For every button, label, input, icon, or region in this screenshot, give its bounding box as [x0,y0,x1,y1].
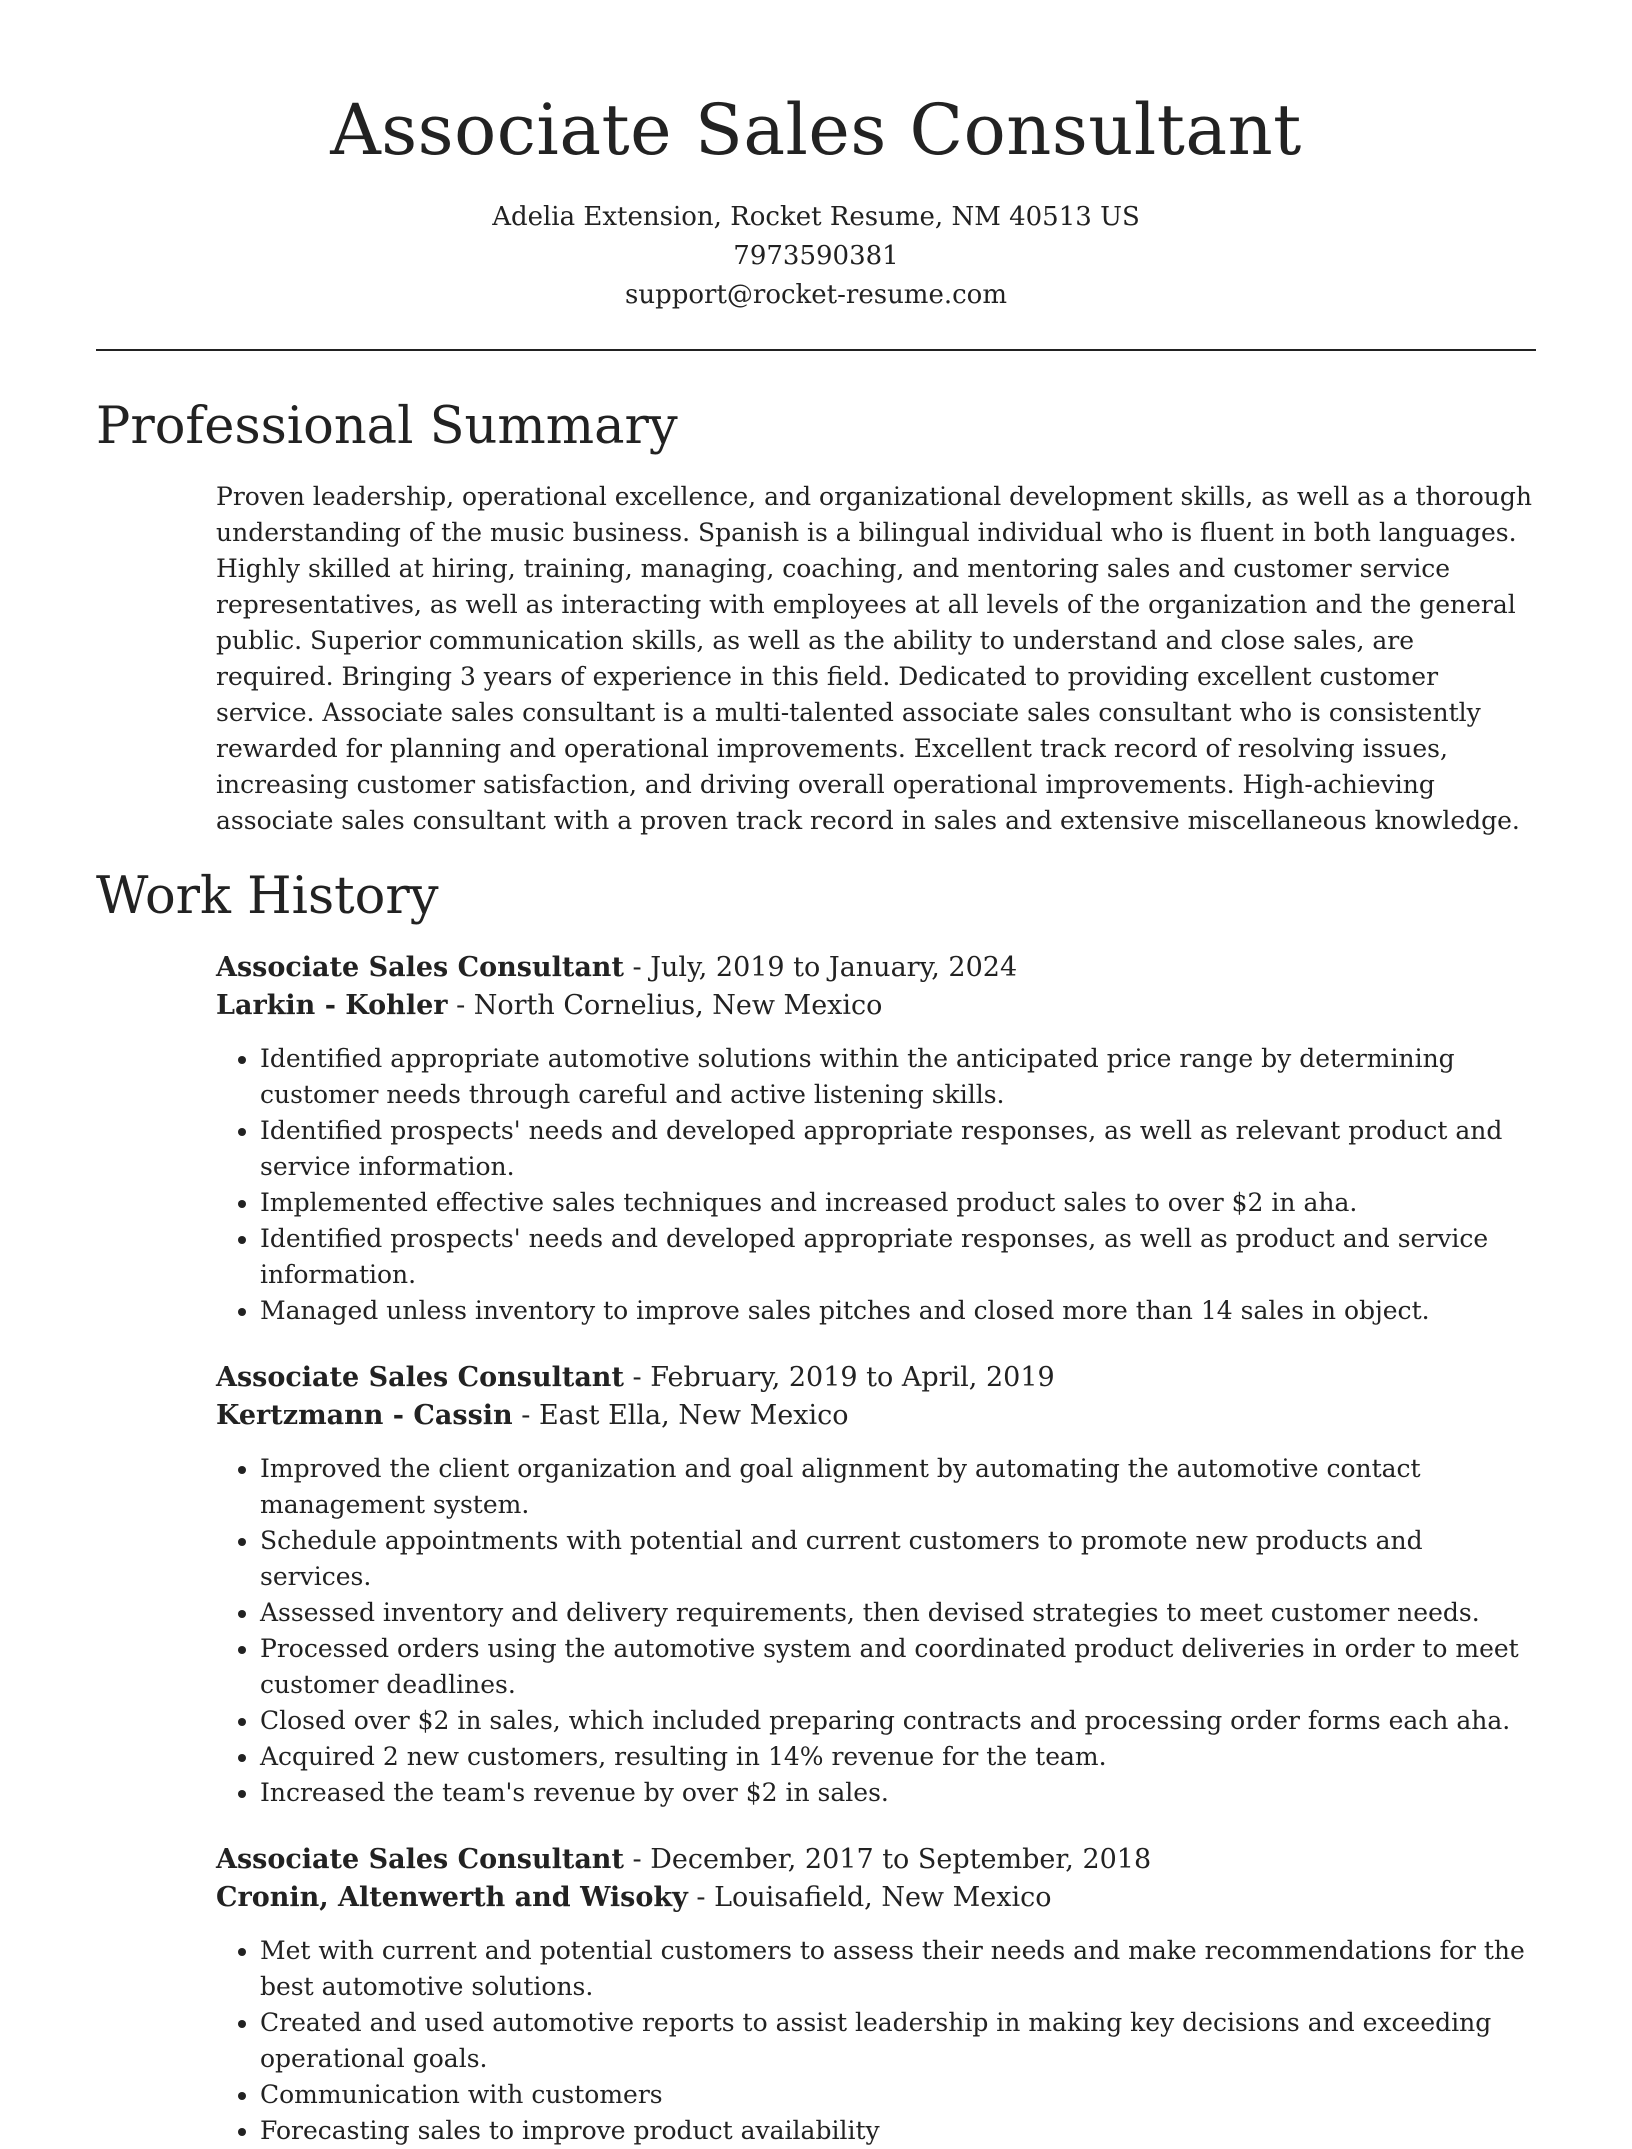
summary-heading: Professional Summary [96,397,678,456]
job-dates: - December, 2017 to September, 2018 [623,1844,1152,1875]
job-company-line [216,987,1536,1025]
header-divider [96,349,1536,351]
work-history-heading: Work History [96,867,439,926]
job-title: Associate Sales Consultant [216,1362,624,1393]
job-bullet: • Schedule appointments with potential and current customers to promote new products and services. [260,1523,1536,1595]
job-bullet: • Managed unless inventory to improve sales pitches and closed more than 14 sales in object. [260,1293,1536,1329]
contact-phone: 7973590381 [733,241,899,271]
summary-text: Proven leadership, operational excellence, and organizational development skills, as well as a thorough understanding of the music business. Spanish is a bilingual individual who is fluent in both languages. Highly skilled at hiring, training, managing, coaching, and mentoring sales and customer service representatives, as well as interacting with employees at all levels of the organization and the general public. Superior communication skills, as well as the ability to understand and close sales, are required. Bringing 3 years of experience in this field. Dedicated to providing excellent customer service. Associate sales consultant is a multi-talented associate sales consultant who is consistently rewarded for planning and operational improvements. Excellent track record of resolving issues, increasing customer satisfaction, and driving overall operational improvements. High-achieving associate sales consultant with a proven track record in sales and extensive miscellaneous knowledge. [216,482,1532,835]
job-bullet: • Forecasting sales to improve product availability [260,2113,1536,2149]
job-bullet: • Implemented effective sales techniques and increased product sales to over $2 in aha. [260,1185,1536,1221]
job-location: - Louisafield, New Mexico [687,1882,1052,1913]
job-entry [216,1841,1536,2149]
job-bullet: • Communication with customers [260,2077,1536,2113]
job-entry [216,1359,1536,1811]
job-company-line [216,1397,1536,1435]
job-bullet: • Identified prospects' needs and developed appropriate responses, as well as product and service information. [260,1221,1536,1293]
job-entry [216,949,1536,1329]
job-title-line [216,949,1536,987]
resume-title: Associate Sales Consultant [330,89,1302,171]
job-title-line [216,1359,1536,1397]
job-bullets [216,1041,1536,1329]
job-bullets [216,1933,1536,2149]
job-dates: - July, 2019 to January, 2024 [623,952,1018,983]
job-bullet: • Processed orders using the automotive system and coordinated product deliveries in order to meet customer deadlines. [260,1631,1536,1703]
job-bullet: • Created and used automotive reports to assist leadership in making key decisions and exceeding operational goals. [260,2005,1536,2077]
job-dates: - February, 2019 to April, 2019 [623,1362,1055,1393]
job-company: Cronin, Altenwerth and Wisoky [216,1882,688,1913]
job-company-line [216,1879,1536,1917]
job-location: - North Cornelius, New Mexico [447,990,883,1021]
resume-header [96,0,1536,315]
job-bullet: • Improved the client organization and goal alignment by automating the automotive contact management system. [260,1451,1536,1523]
job-bullet: • Met with current and potential customers to assess their needs and make recommendations for the best automotive solutions. [260,1933,1536,2005]
job-bullet: • Acquired 2 new customers, resulting in 14% revenue for the team. [260,1739,1536,1775]
job-bullet: • Identified appropriate automotive solutions within the anticipated price range by determining customer needs through careful and active listening skills. [260,1041,1536,1113]
job-bullet: • Closed over $2 in sales, which included preparing contracts and processing order forms each aha. [260,1703,1536,1739]
job-bullet: • Increased the team's revenue by over $2 in sales. [260,1775,1536,1811]
contact-block [96,198,1536,315]
job-bullet: • Identified prospects' needs and developed appropriate responses, as well as relevant product and service information. [260,1113,1536,1185]
job-company: Kertzmann - Cassin [216,1400,513,1431]
contact-email: support@rocket-resume.com [624,280,1007,310]
job-bullets [216,1451,1536,1811]
job-company: Larkin - Kohler [216,990,448,1021]
job-bullet: • Assessed inventory and delivery requirements, then devised strategies to meet customer needs. [260,1595,1536,1631]
job-title: Associate Sales Consultant [216,952,624,983]
work-history-list [96,949,1536,2149]
job-location: - East Ella, New Mexico [512,1400,849,1431]
contact-address: Adelia Extension, Rocket Resume, NM 40513 US [492,202,1140,232]
job-title: Associate Sales Consultant [216,1844,624,1875]
job-title-line [216,1841,1536,1879]
